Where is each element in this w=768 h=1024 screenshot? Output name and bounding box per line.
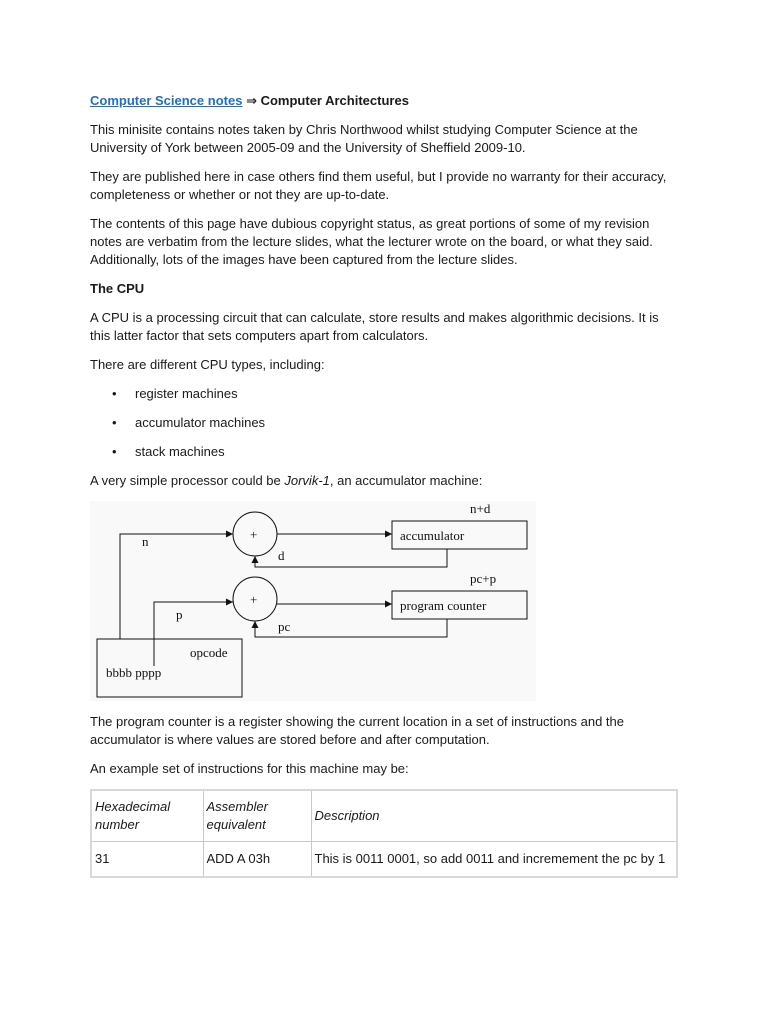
breadcrumb-current: Computer Architectures — [260, 93, 409, 108]
cell-assembler: ADD A 03h — [203, 842, 311, 878]
cpu-heading: The CPU — [90, 281, 145, 296]
header-description: Description — [311, 790, 677, 842]
instructions-table — [90, 789, 678, 878]
list-item: • register machines — [90, 385, 682, 403]
n-wire — [120, 534, 233, 639]
breadcrumb-link-cs-notes[interactable]: Computer Science notes — [90, 93, 243, 108]
header-assembler: Assembler equivalent — [203, 790, 311, 842]
breadcrumb — [90, 92, 682, 110]
jorvik-1-diagram — [90, 501, 536, 701]
n-label: n — [142, 534, 149, 549]
cpu-definition-paragraph: A CPU is a processing circuit that can calculate, store results and makes algorithmic decisions. It is this latter factor that sets computers apart from calculators. — [90, 310, 659, 343]
article-content — [90, 92, 682, 878]
bits-label: bbbb pppp — [106, 665, 162, 680]
jorvik-text-before: A very simple processor could be — [90, 473, 285, 488]
pc-label: pc — [278, 619, 291, 634]
cell-description: This is 0011 0001, so add 0011 and incremement the pc by 1 — [311, 842, 677, 878]
warranty-paragraph: They are published here in case others find them useful, but I provide no warranty for their accuracy, completeness or whether or not they are up-to-date. — [90, 169, 667, 202]
list-item: • stack machines — [90, 443, 682, 461]
cpu-types-intro: There are different CPU types, including: — [90, 357, 325, 372]
p-label: p — [176, 607, 183, 622]
breadcrumb-arrow: ⇒ — [246, 93, 257, 108]
adder-bottom-label: + — [250, 592, 258, 607]
adder-top-label: + — [250, 527, 258, 542]
intro-paragraph: This minisite contains notes taken by Chris Northwood whilst studying Computer Science at the University of York between 2005-09 and the University of Sheffield 2009-10. — [90, 122, 638, 155]
instructions-intro: An example set of instructions for this machine may be: — [90, 761, 409, 776]
program-counter-label: program counter — [400, 598, 487, 613]
d-label: d — [278, 548, 285, 563]
accumulator-label: accumulator — [400, 528, 465, 543]
cpu-types-list — [90, 385, 682, 461]
jorvik-text-after: , an accumulator machine: — [329, 473, 483, 488]
n-plus-d-label: n+d — [470, 501, 491, 516]
header-hexadecimal: Hexadecimal number — [91, 790, 203, 842]
copyright-paragraph: The contents of this page have dubious copyright status, as great portions of some of my revision notes are verbatim from the lecture slides, what the lecturer wrote on the board, or what they said. Additionally, lots of the images have been captured from the lecture slides. — [90, 216, 653, 267]
table-row — [91, 842, 677, 878]
list-item: • accumulator machines — [90, 414, 682, 432]
table-header-row — [91, 790, 677, 842]
opcode-label: opcode — [190, 645, 228, 660]
jorvik-paragraph — [90, 472, 682, 490]
cell-hex: 31 — [91, 842, 203, 878]
pc-plus-p-label: pc+p — [470, 571, 497, 586]
program-counter-paragraph: The program counter is a register showing the current location in a set of instructions and the accumulator is where values are stored before and after computation. — [90, 714, 625, 747]
jorvik-name: Jorvik-1 — [284, 473, 330, 488]
